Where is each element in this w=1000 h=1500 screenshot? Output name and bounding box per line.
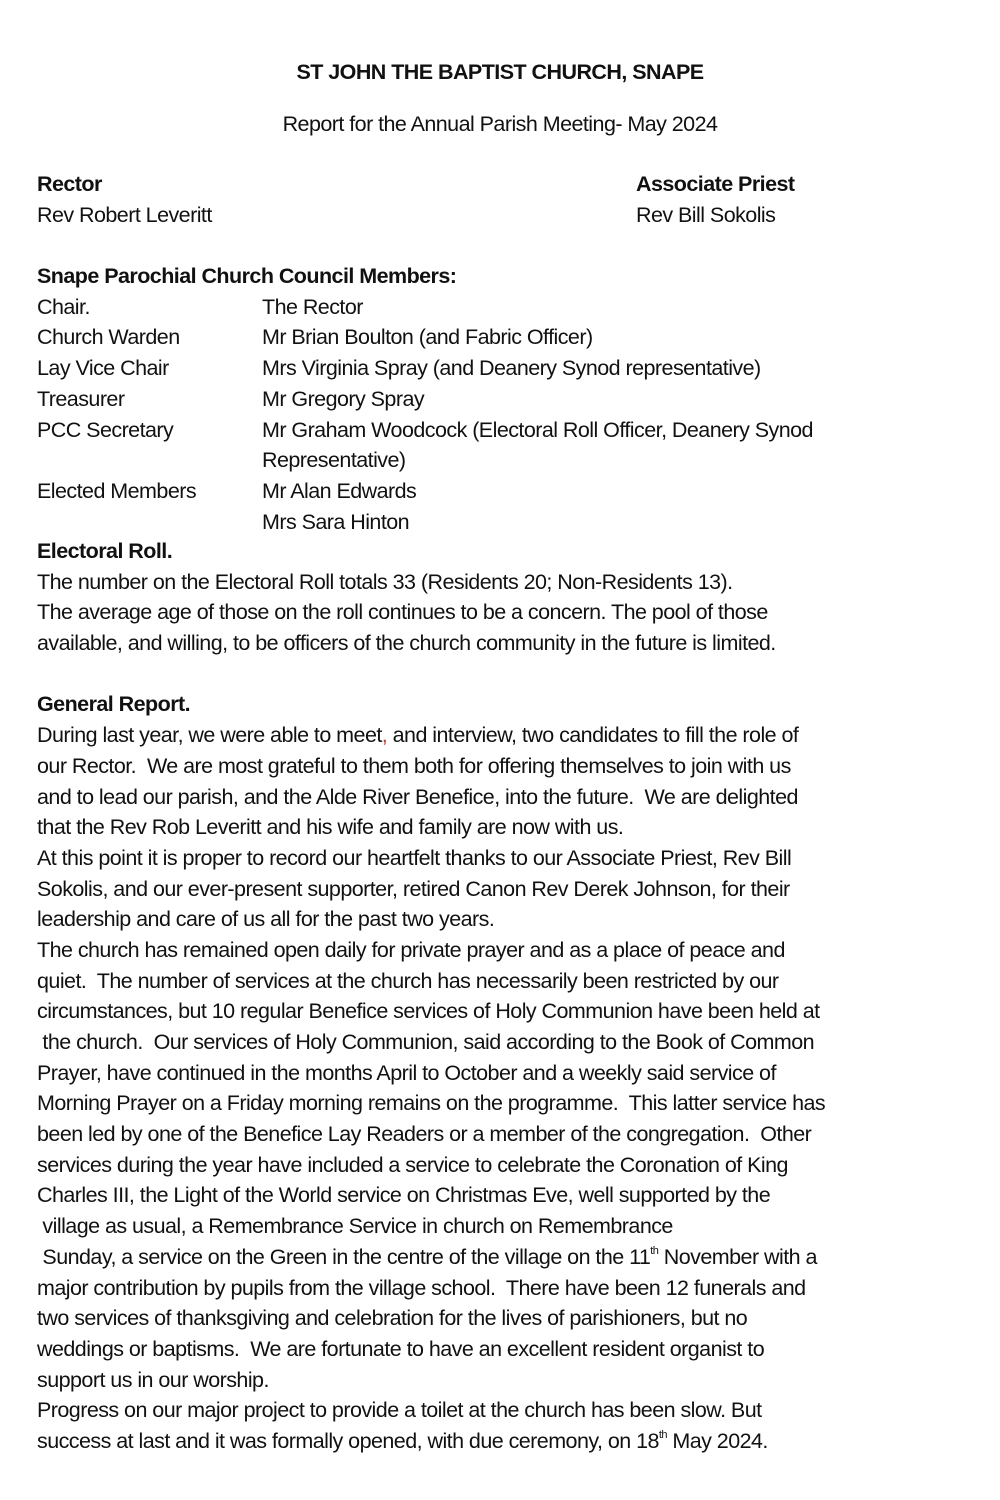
- general-report-line: [37, 1242, 977, 1273]
- pcc-member-row: [37, 353, 977, 384]
- general-report-line: Morning Prayer on a Friday morning remains on the programme. This latter service has: [37, 1091, 826, 1116]
- pcc-member-name: Mr Gregory Spray: [262, 386, 425, 411]
- general-report-line: leadership and care of us all for the past two years.: [37, 907, 495, 932]
- document-title: ST JOHN THE BAPTIST CHURCH, SNAPE: [296, 60, 704, 84]
- section-spacer: [37, 659, 977, 690]
- officers-block: [37, 169, 977, 231]
- general-report-line: support us in our worship.: [37, 1367, 269, 1392]
- pcc-member-row: [37, 384, 977, 415]
- associate-priest-label: Associate Priest: [636, 172, 795, 196]
- general-report-line: village as usual, a Remembrance Service in church on Remembrance: [37, 1214, 673, 1239]
- pcc-member-name: Mr Brian Boulton (and Fabric Officer): [262, 325, 593, 350]
- general-report-line: [37, 1426, 977, 1457]
- electoral-roll-heading: Electoral Roll.: [37, 539, 173, 563]
- pcc-role: Lay Vice Chair: [37, 356, 169, 381]
- text-span: During last year, we were able to meet: [37, 723, 382, 748]
- general-report-line: weddings or baptisms. We are fortunate to have an excellent resident organist to: [37, 1336, 765, 1361]
- text-span: May 2024.: [666, 1428, 768, 1453]
- general-report-line: The church has remained open daily for private prayer and as a place of peace and: [37, 937, 785, 962]
- text-span: success at last and it was formally opened, with due ceremony, on 18: [37, 1428, 659, 1453]
- pcc-member-name: Representative): [262, 448, 406, 473]
- pcc-role: Chair.: [37, 294, 90, 319]
- general-report-line: been led by one of the Benefice Lay Readers or a member of the congregation. Other: [37, 1122, 812, 1147]
- pcc-heading: Snape Parochial Church Council Members:: [37, 264, 457, 288]
- general-report-line: Prayer, have continued in the months April to October and a weekly said service of: [37, 1060, 776, 1085]
- document-subtitle: Report for the Annual Parish Meeting- May 2024: [282, 112, 718, 136]
- general-report-line: services during the year have included a service to celebrate the Coronation of King: [37, 1152, 788, 1177]
- general-report-line: that the Rev Rob Leveritt and his wife and family are now with us.: [37, 815, 624, 840]
- general-report-line: [37, 720, 977, 751]
- general-report-line: circumstances, but 10 regular Benefice services of Holy Communion have been held at: [37, 999, 820, 1024]
- text-span: November with a: [658, 1244, 817, 1269]
- general-report-heading: General Report.: [37, 692, 191, 717]
- general-report-line: two services of thanksgiving and celebration for the lives of parishioners, but no: [37, 1306, 748, 1331]
- general-report-line: quiet. The number of services at the church has necessarily been restricted by our: [37, 968, 779, 993]
- associate-priest-block: [636, 169, 795, 231]
- general-report-line: major contribution by pupils from the village school. There have been 12 funerals and: [37, 1275, 806, 1300]
- pcc-member-row: [37, 415, 977, 476]
- pcc-member-name: Mr Alan Edwards: [262, 478, 417, 503]
- general-report-line: the church. Our services of Holy Communion, said according to the Book of Common: [37, 1030, 815, 1054]
- highlighted-comma: ,: [381, 723, 388, 748]
- pcc-member-row: [37, 322, 977, 353]
- ordinal-suffix: th: [650, 1244, 659, 1257]
- pcc-role: Treasurer: [37, 386, 125, 411]
- rector-name: Rev Robert Leveritt: [37, 203, 212, 227]
- text-span: and interview, two candidates to fill the role of: [387, 723, 799, 748]
- general-report-line: Charles III, the Light of the World service on Christmas Eve, well supported by the: [37, 1183, 771, 1208]
- text-span: Sunday, a service on the Green in the centre of the village on the 11: [37, 1244, 651, 1269]
- pcc-role: Church Warden: [37, 325, 180, 350]
- report-body: [37, 536, 977, 1457]
- electoral-roll-line: available, and willing, to be officers of the church community in the future is limited.: [37, 631, 776, 656]
- pcc-member-name: Mrs Virginia Spray (and Deanery Synod representative): [262, 356, 761, 381]
- pcc-member-row: [37, 292, 977, 323]
- electoral-roll-line: The average age of those on the roll continues to be a concern. The pool of those: [37, 600, 768, 625]
- pcc-role: PCC Secretary: [37, 417, 174, 442]
- general-report-line: our Rector. We are most grateful to them both for offering themselves to join with us: [37, 753, 791, 778]
- rector-label: Rector: [37, 172, 102, 196]
- pcc-role: Elected Members: [37, 478, 197, 503]
- pcc-members-section: [37, 261, 977, 537]
- general-report-line: At this point it is proper to record our heartfelt thanks to our Associate Priest, Rev Bill: [37, 845, 792, 870]
- associate-priest-name: Rev Bill Sokolis: [636, 203, 776, 227]
- general-report-line: and to lead our parish, and the Alde River Benefice, into the future. We are delighted: [37, 784, 798, 809]
- pcc-member-name: The Rector: [262, 294, 363, 319]
- pcc-member-name: Mr Graham Woodcock (Electoral Roll Officer, Deanery Synod: [262, 417, 813, 442]
- general-report-line: Sokolis, and our ever-present supporter, retired Canon Rev Derek Johnson, for their: [37, 876, 790, 901]
- pcc-member-name: Mrs Sara Hinton: [262, 509, 410, 534]
- pcc-member-row: [37, 476, 977, 537]
- electoral-roll-line: The number on the Electoral Roll totals 33 (Residents 20; Non-Residents 13).: [37, 569, 733, 594]
- general-report-line: Progress on our major project to provide a toilet at the church has been slow. But: [37, 1398, 762, 1423]
- rector-block: [37, 169, 212, 231]
- ordinal-suffix: th: [658, 1428, 667, 1441]
